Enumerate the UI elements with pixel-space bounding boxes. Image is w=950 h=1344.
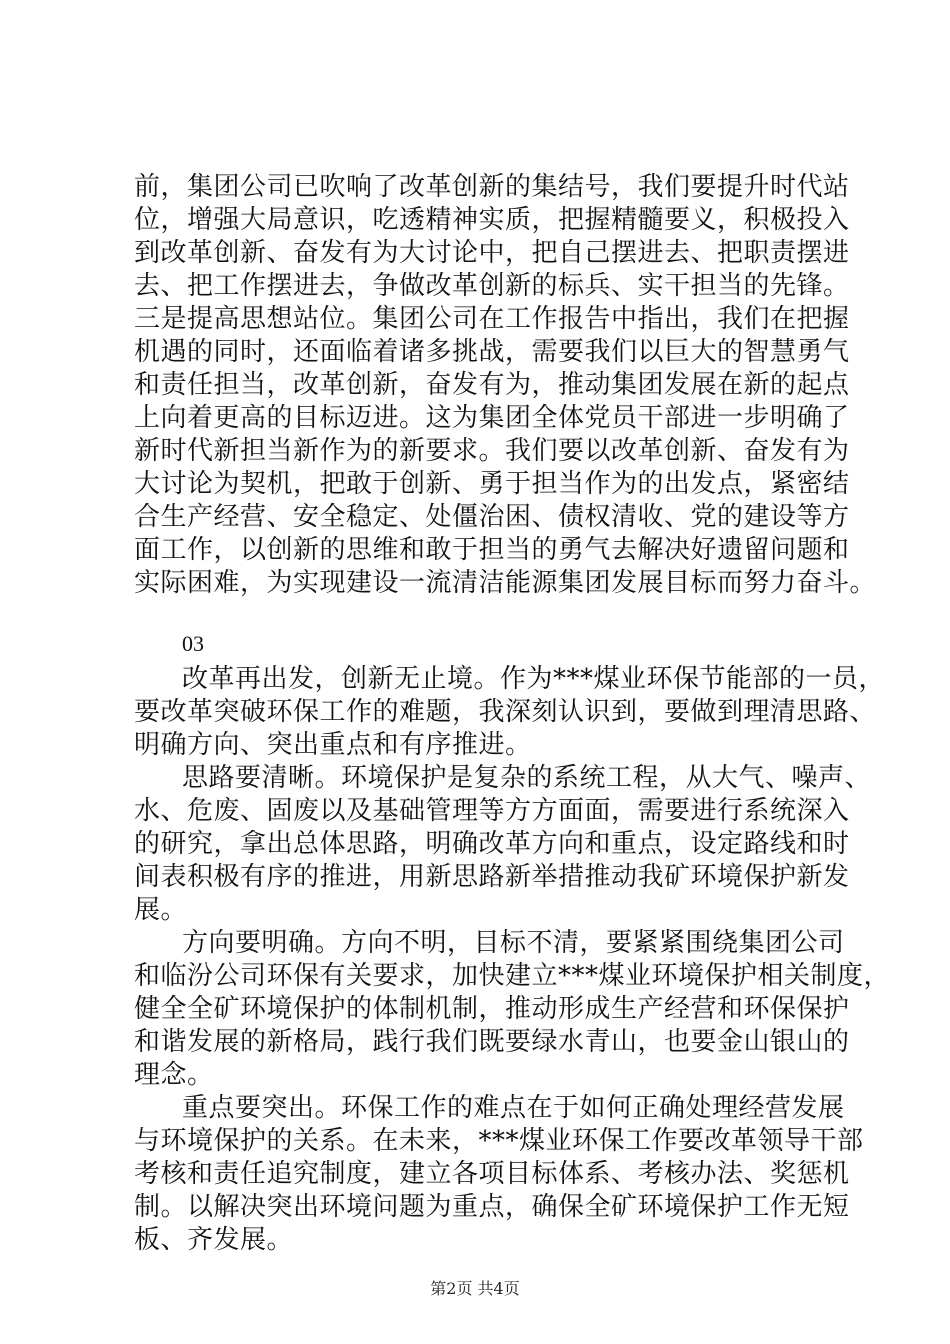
text-line: 和责任担当，改革创新，奋发有为，推动集团发展在新的起点	[134, 370, 850, 400]
text-line: 健全全矿环境保护的体制机制，推动形成生产经营和环保保护	[134, 994, 850, 1024]
paragraph-first-line: 改革再出发，创新无止境。作为***煤业环保节能部的一员，	[182, 664, 886, 694]
text-line: 与环境保护的关系。在未来，***煤业环保工作要改革领导干部	[134, 1126, 864, 1156]
text-line: 面工作，以创新的思维和敢于担当的勇气去解决好遗留问题和	[134, 535, 850, 565]
paragraph-first-line: 方向要明确。方向不明，目标不清，要紧紧围绕集团公司	[182, 928, 845, 958]
text-line: 机遇的同时，还面临着诸多挑战，需要我们以巨大的智慧勇气	[134, 337, 850, 367]
paragraph-first-line: 思路要清晰。环境保护是复杂的系统工程，从大气、噪声、	[182, 763, 872, 793]
text-line: 三是提高思想站位。集团公司在工作报告中指出，我们在把握	[134, 304, 850, 334]
text-line: 位，增强大局意识，吃透精神实质，把握精髓要义，积极投入	[134, 205, 850, 235]
text-line: 和临汾公司环保有关要求，加快建立***煤业环境保护相关制度，	[134, 961, 891, 991]
text-line: 实际困难，为实现建设一流清洁能源集团发展目标而努力奋斗。	[134, 568, 877, 598]
text-line: 大讨论为契机，把敢于创新、勇于担当作为的出发点，紧密结	[134, 469, 850, 499]
text-line: 考核和责任追究制度，建立各项目标体系、考核办法、奖惩机	[134, 1159, 850, 1189]
section-number: 03	[182, 631, 204, 656]
text-line: 合生产经营、安全稳定、处僵治困、债权清收、党的建设等方	[134, 502, 850, 532]
text-line: 理念。	[134, 1060, 214, 1090]
text-line: 和谐发展的新格局，践行我们既要绿水青山，也要金山银山的	[134, 1027, 850, 1057]
text-line: 要改革突破环保工作的难题，我深刻认识到，要做到理清思路、	[134, 697, 877, 727]
text-line: 新时代新担当新作为的新要求。我们要以改革创新、奋发有为	[134, 436, 850, 466]
text-line: 间表积极有序的推进，用新思路新举措推动我矿环境保护新发	[134, 862, 850, 892]
text-line: 板、齐发展。	[134, 1225, 294, 1255]
text-line: 去、把工作摆进去，争做改革创新的标兵、实干担当的先锋。	[134, 271, 850, 301]
text-line: 到改革创新、奋发有为大讨论中，把自己摆进去、把职责摆进	[134, 238, 850, 268]
page-number-footer: 第2页 共4页	[430, 1279, 520, 1298]
text-line: 制。以解决突出环境问题为重点，确保全矿环境保护工作无短	[134, 1192, 850, 1222]
paragraph-first-line: 重点要突出。环保工作的难点在于如何正确处理经营发展	[182, 1093, 845, 1123]
text-line: 水、危废、固废以及基础管理等方方面面，需要进行系统深入	[134, 796, 850, 826]
text-line: 展。	[134, 895, 188, 925]
text-line: 的研究，拿出总体思路，明确改革方向和重点，设定路线和时	[134, 829, 850, 859]
text-line: 前，集团公司已吹响了改革创新的集结号，我们要提升时代站	[134, 172, 850, 202]
text-line: 上向着更高的目标迈进。这为集团全体党员干部进一步明确了	[134, 403, 850, 433]
text-line: 明确方向、突出重点和有序推进。	[134, 730, 532, 760]
